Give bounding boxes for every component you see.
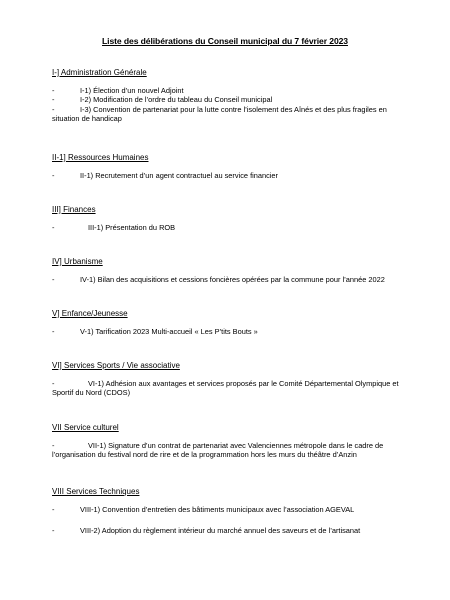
section-title: IV] Urbanisme (52, 257, 103, 266)
list-item-text: I-1) Élection d’un nouvel Adjoint (80, 86, 184, 95)
list-dash: - (52, 95, 55, 105)
section-finances (52, 205, 407, 235)
list-item (52, 171, 407, 180)
section-title: VII Service culturel (52, 423, 119, 432)
list-item-text: II-1) Recrutement d’un agent contractuel au service financier (80, 171, 279, 180)
list-item (52, 95, 407, 104)
list-dash: - (52, 171, 55, 180)
list-item-text: V-1) Tarification 2023 Multi-accueil « Les P’tits Bouts » (80, 327, 258, 336)
list-item (52, 505, 407, 514)
list-dash: - (52, 526, 55, 536)
list-item-text: VIII-2) Adoption du règlement intérieur du marché annuel des saveurs et de l’artisanat (80, 526, 361, 536)
list-dash: - (52, 223, 55, 232)
section-title: VI] Services Sports / Vie associative (52, 361, 180, 370)
section-administration (52, 68, 407, 127)
section-title: VIII Services Techniques (52, 487, 140, 496)
list-dash: - (52, 505, 55, 514)
list-dash: - (52, 441, 55, 450)
list-item (52, 379, 407, 398)
list-dash: - (52, 327, 55, 336)
list-item (52, 441, 407, 460)
list-dash: - (52, 86, 55, 95)
section-sports-vie-associative (52, 361, 407, 401)
list-item (52, 86, 407, 95)
section-service-culturel (52, 423, 407, 463)
section-title: I-] Administration Générale (52, 68, 147, 77)
section-title: III] Finances (52, 205, 96, 214)
list-item (52, 327, 407, 336)
list-item-text: IV-1) Bilan des acquisitions et cessions foncières opérées par la commune pour l’année 2022 (80, 275, 385, 284)
section-enfance-jeunesse (52, 309, 407, 339)
document-title: Liste des délibérations du Conseil municipal du 7 février 2023 (102, 36, 348, 46)
list-dash: - (52, 275, 55, 284)
list-dash: - (52, 104, 55, 114)
list-item (52, 526, 407, 535)
list-item-text: III-1) Présentation du ROB (88, 223, 176, 232)
list-item (52, 275, 407, 284)
list-item (52, 105, 407, 124)
list-item-text: I-3) Convention de partenariat pour la lutte contre l’isolement des Aînés et des plus fragiles en situation de handicap (52, 104, 387, 124)
section-title: V] Enfance/Jeunesse (52, 309, 128, 318)
list-item-text: VIII-1) Convention d’entretien des bâtiments municipaux avec l’association AGEVAL (80, 505, 355, 514)
section-ressources-humaines (52, 153, 407, 183)
section-urbanisme (52, 257, 407, 287)
section-title: II-1] Ressources Humaines (52, 153, 149, 162)
list-item-text: VII-1) Signature d’un contrat de partenariat avec Valenciennes métropole dans le cadre de l’organisation du festival nord de rire et de la programmation hors les murs du théâtre d’Anzin (52, 441, 384, 460)
section-services-techniques (52, 487, 407, 539)
list-item (52, 223, 407, 232)
list-item-text: VI-1) Adhésion aux avantages et services proposés par le Comité Départemental Olympique et Sportif du Nord (CDOS) (52, 379, 399, 398)
list-item-text: I-2) Modification de l’ordre du tableau du Conseil municipal (80, 95, 273, 105)
list-dash: - (52, 379, 55, 388)
